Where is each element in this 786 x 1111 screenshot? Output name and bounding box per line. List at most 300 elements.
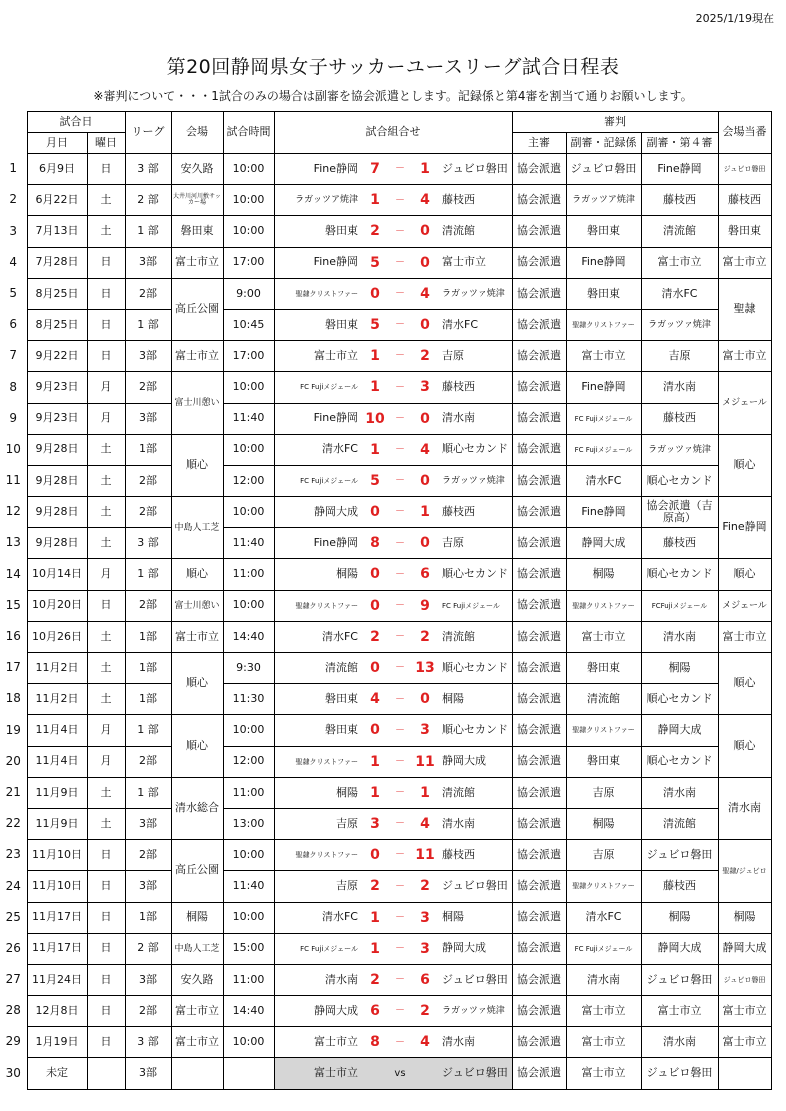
- venue-duty: [718, 1058, 771, 1089]
- match-number: 25: [5, 909, 21, 924]
- league-division: 1 部: [125, 309, 171, 340]
- kickoff-time: 11:00: [223, 559, 274, 590]
- league-division: 2部: [125, 840, 171, 871]
- match-number: 24: [5, 878, 21, 893]
- table-row: [0, 840, 771, 871]
- venue: 富士市立: [171, 247, 223, 278]
- score-dash: －: [390, 247, 410, 278]
- home-score: 6: [360, 996, 390, 1027]
- match-date: 6月9日: [27, 154, 87, 185]
- league-division: 1部: [125, 653, 171, 684]
- away-team: 清流館: [440, 621, 512, 652]
- league-division: 3部: [125, 341, 171, 372]
- header-ar-fourth: 副審・第４審: [641, 133, 718, 154]
- header-ar-record: 副審・記録係: [566, 133, 641, 154]
- schedule-table: [0, 111, 772, 1090]
- league-division: 3部: [125, 1058, 171, 1089]
- home-score: 1: [360, 185, 390, 216]
- match-number: 14: [5, 566, 21, 581]
- away-score: 3: [410, 902, 440, 933]
- home-team: Fine静岡: [274, 154, 360, 185]
- assistant-referee-fourth: 清水南: [641, 1027, 718, 1058]
- match-number: 6: [9, 317, 18, 332]
- table-row: [0, 933, 771, 964]
- score-dash: －: [390, 372, 410, 403]
- league-division: 3 部: [125, 154, 171, 185]
- match-weekday: 日: [87, 590, 125, 621]
- away-team: ジュビロ磐田: [440, 1058, 512, 1089]
- home-score: 0: [360, 715, 390, 746]
- kickoff-time: 10:00: [223, 372, 274, 403]
- kickoff-time: 10:00: [223, 590, 274, 621]
- match-number: 10: [5, 441, 21, 456]
- match-weekday: 日: [87, 341, 125, 372]
- away-score: 4: [410, 808, 440, 839]
- venue: 富士川憩い: [171, 372, 223, 434]
- away-team: 吉原: [440, 528, 512, 559]
- kickoff-time: 10:00: [223, 434, 274, 465]
- away-team: 静岡大成: [440, 746, 512, 777]
- main-referee: 協会派遣: [512, 684, 566, 715]
- table-row: [0, 372, 771, 403]
- assistant-referee-fourth: 富士市立: [641, 996, 718, 1027]
- kickoff-time: 14:40: [223, 621, 274, 652]
- kickoff-time: 10:00: [223, 185, 274, 216]
- assistant-referee-fourth: 清流館: [641, 808, 718, 839]
- home-team: 聖隷クリストファー: [274, 278, 360, 309]
- assistant-referee-fourth: 藤枝西: [641, 403, 718, 434]
- match-number: 3: [9, 223, 18, 238]
- header-number: [0, 112, 27, 154]
- table-row: [0, 746, 771, 777]
- home-team: FC Fujiメジェール: [274, 372, 360, 403]
- home-team: Fine静岡: [274, 247, 360, 278]
- home-score: 2: [360, 216, 390, 247]
- assistant-referee-fourth: 藤枝西: [641, 871, 718, 902]
- away-team: ジュビロ磐田: [440, 154, 512, 185]
- kickoff-time: 11:30: [223, 684, 274, 715]
- match-weekday: 土: [87, 216, 125, 247]
- venue-duty: 富士市立: [718, 621, 771, 652]
- kickoff-time: 11:40: [223, 403, 274, 434]
- away-score: 0: [410, 247, 440, 278]
- kickoff-time: 10:00: [223, 216, 274, 247]
- kickoff-time: 10:00: [223, 902, 274, 933]
- match-number: 11: [5, 473, 21, 488]
- table-row: [0, 216, 771, 247]
- match-number: 15: [5, 597, 21, 612]
- venue-duty: 富士市立: [718, 996, 771, 1027]
- away-score: 13: [410, 653, 440, 684]
- away-team: ラガッツァ焼津: [440, 278, 512, 309]
- main-referee: 協会派遣: [512, 653, 566, 684]
- assistant-referee-record: 聖隷クリストファー: [566, 715, 641, 746]
- match-number: 7: [9, 348, 18, 363]
- match-weekday: 土: [87, 434, 125, 465]
- home-team: 清水FC: [274, 621, 360, 652]
- away-team: 静岡大成: [440, 933, 512, 964]
- venue-duty: 桐陽: [718, 902, 771, 933]
- score-dash: －: [390, 216, 410, 247]
- match-date: 10月20日: [27, 590, 87, 621]
- home-score: 4: [360, 684, 390, 715]
- home-score: 1: [360, 341, 390, 372]
- home-team: 富士市立: [274, 341, 360, 372]
- away-team: 桐陽: [440, 902, 512, 933]
- assistant-referee-fourth: 藤枝西: [641, 528, 718, 559]
- assistant-referee-record: 磐田東: [566, 746, 641, 777]
- venue: 順心: [171, 653, 223, 715]
- score-dash: －: [390, 559, 410, 590]
- assistant-referee-fourth: 清水FC: [641, 278, 718, 309]
- match-weekday: 日: [87, 933, 125, 964]
- away-team: 桐陽: [440, 684, 512, 715]
- table-row: [0, 996, 771, 1027]
- kickoff-time: 11:40: [223, 871, 274, 902]
- home-team: FC Fujiメジェール: [274, 465, 360, 496]
- venue-duty: Fine静岡: [718, 497, 771, 559]
- venue-duty: 清水南: [718, 777, 771, 839]
- away-score: 0: [410, 684, 440, 715]
- away-score: 4: [410, 434, 440, 465]
- assistant-referee-record: ラガッツア焼津: [566, 185, 641, 216]
- venue-duty: 富士市立: [718, 341, 771, 372]
- venue-duty: 順心: [718, 653, 771, 715]
- match-weekday: 土: [87, 528, 125, 559]
- header-match-day: 試合日: [27, 112, 125, 133]
- match-date: 12月8日: [27, 996, 87, 1027]
- home-score: 0: [360, 840, 390, 871]
- table-row: [0, 1058, 771, 1089]
- match-date: 11月17日: [27, 933, 87, 964]
- match-weekday: 土: [87, 808, 125, 839]
- away-team: ジュビロ磐田: [440, 871, 512, 902]
- away-team: 順心セカンド: [440, 434, 512, 465]
- main-referee: 協会派遣: [512, 216, 566, 247]
- league-division: 1部: [125, 434, 171, 465]
- home-score: 8: [360, 1027, 390, 1058]
- match-date: 9月23日: [27, 403, 87, 434]
- home-score: 8: [360, 528, 390, 559]
- match-weekday: 月: [87, 746, 125, 777]
- away-score: 0: [410, 465, 440, 496]
- league-division: 3部: [125, 403, 171, 434]
- score-dash: －: [390, 964, 410, 995]
- away-score: 3: [410, 372, 440, 403]
- away-score: 0: [410, 216, 440, 247]
- match-date: 11月2日: [27, 653, 87, 684]
- match-weekday: 土: [87, 777, 125, 808]
- home-team: FC Fujiメジェール: [274, 933, 360, 964]
- table-row: [0, 528, 771, 559]
- league-division: 3部: [125, 247, 171, 278]
- main-referee: 協会派遣: [512, 434, 566, 465]
- assistant-referee-fourth: ジュビロ磐田: [641, 964, 718, 995]
- kickoff-time: 17:00: [223, 247, 274, 278]
- venue-duty: ジュビロ磐田: [718, 154, 771, 185]
- assistant-referee-record: 吉原: [566, 840, 641, 871]
- main-referee: 協会派遣: [512, 871, 566, 902]
- kickoff-time: 9:00: [223, 278, 274, 309]
- home-score: 0: [360, 559, 390, 590]
- venue: 順心: [171, 559, 223, 590]
- assistant-referee-fourth: Fine静岡: [641, 154, 718, 185]
- venue: 中島人工芝: [171, 933, 223, 964]
- match-number: 22: [5, 816, 21, 831]
- match-number: 2: [9, 192, 18, 207]
- away-score: 3: [410, 715, 440, 746]
- home-team: 清水南: [274, 964, 360, 995]
- table-row: [0, 559, 771, 590]
- assistant-referee-record: 清流館: [566, 684, 641, 715]
- main-referee: 協会派遣: [512, 559, 566, 590]
- main-referee: 協会派遣: [512, 465, 566, 496]
- main-referee: 協会派遣: [512, 247, 566, 278]
- home-score: 0: [360, 278, 390, 309]
- away-score: 1: [410, 154, 440, 185]
- score-dash: －: [390, 746, 410, 777]
- venue-duty: 順心: [718, 434, 771, 496]
- match-date: 11月10日: [27, 871, 87, 902]
- venue: 順心: [171, 434, 223, 496]
- score-dash: －: [390, 684, 410, 715]
- away-score: 4: [410, 278, 440, 309]
- home-team: 桐陽: [274, 559, 360, 590]
- score-dash: －: [390, 653, 410, 684]
- header-main-referee: 主審: [512, 133, 566, 154]
- league-division: 2部: [125, 497, 171, 528]
- header-month-day: 月日: [27, 133, 87, 154]
- venue: 富士市立: [171, 996, 223, 1027]
- venue: 富士市立: [171, 1027, 223, 1058]
- score-dash: －: [390, 808, 410, 839]
- assistant-referee-record: 富士市立: [566, 996, 641, 1027]
- match-weekday: 日: [87, 309, 125, 340]
- venue: 富士市立: [171, 621, 223, 652]
- away-team: 吉原: [440, 341, 512, 372]
- match-weekday: 土: [87, 621, 125, 652]
- kickoff-time: 10:45: [223, 309, 274, 340]
- assistant-referee-record: 聖隷クリストファー: [566, 590, 641, 621]
- league-division: 2 部: [125, 185, 171, 216]
- home-score: 5: [360, 247, 390, 278]
- venue-duty: 静岡大成: [718, 933, 771, 964]
- venue: 富士市立: [171, 341, 223, 372]
- kickoff-time: 10:00: [223, 840, 274, 871]
- match-date: 9月28日: [27, 497, 87, 528]
- home-team: 静岡大成: [274, 497, 360, 528]
- league-division: 3部: [125, 808, 171, 839]
- main-referee: 協会派遣: [512, 403, 566, 434]
- venue-duty: 藤枝西: [718, 185, 771, 216]
- main-referee: 協会派遣: [512, 1058, 566, 1089]
- away-team: 富士市立: [440, 247, 512, 278]
- match-date: 8月25日: [27, 309, 87, 340]
- assistant-referee-record: 磐田東: [566, 216, 641, 247]
- venue-duty: 磐田東: [718, 216, 771, 247]
- home-team: 磐田東: [274, 216, 360, 247]
- table-row: [0, 684, 771, 715]
- assistant-referee-fourth: 桐陽: [641, 653, 718, 684]
- assistant-referee-fourth: 静岡大成: [641, 933, 718, 964]
- away-score: 9: [410, 590, 440, 621]
- main-referee: 協会派遣: [512, 964, 566, 995]
- away-team: 清水南: [440, 1027, 512, 1058]
- match-date: 11月9日: [27, 777, 87, 808]
- match-number: 4: [9, 254, 18, 269]
- away-team: FC Fujiメジェール: [440, 590, 512, 621]
- main-referee: 協会派遣: [512, 996, 566, 1027]
- main-referee: 協会派遣: [512, 341, 566, 372]
- assistant-referee-fourth: 清水南: [641, 621, 718, 652]
- main-referee: 協会派遣: [512, 372, 566, 403]
- score-dash: －: [390, 278, 410, 309]
- assistant-referee-fourth: FCFujiメジェール: [641, 590, 718, 621]
- kickoff-time: [223, 1058, 274, 1089]
- page-title: 第20回静岡県女子サッカーユースリーグ試合日程表: [166, 56, 620, 78]
- match-date: 10月14日: [27, 559, 87, 590]
- table-row: [0, 808, 771, 839]
- score-dash: －: [390, 185, 410, 216]
- kickoff-time: 11:00: [223, 964, 274, 995]
- kickoff-time: 10:00: [223, 715, 274, 746]
- away-score: 11: [410, 746, 440, 777]
- assistant-referee-record: Fine静岡: [566, 372, 641, 403]
- away-score: 4: [410, 185, 440, 216]
- assistant-referee-record: FC Fujiメジェール: [566, 434, 641, 465]
- kickoff-time: 15:00: [223, 933, 274, 964]
- header-weekday: 曜日: [87, 133, 125, 154]
- away-team: ジュビロ磐田: [440, 964, 512, 995]
- assistant-referee-fourth: ラガッツァ焼津: [641, 309, 718, 340]
- main-referee: 協会派遣: [512, 278, 566, 309]
- venue-duty: 聖隷: [718, 278, 771, 340]
- league-division: 1 部: [125, 777, 171, 808]
- table-row: [0, 871, 771, 902]
- match-date: 8月25日: [27, 278, 87, 309]
- score-dash: －: [390, 621, 410, 652]
- score-dash: －: [390, 309, 410, 340]
- venue: 安久路: [171, 964, 223, 995]
- home-team: 清水FC: [274, 902, 360, 933]
- home-score: 5: [360, 309, 390, 340]
- match-date: 7月13日: [27, 216, 87, 247]
- match-number: 8: [9, 379, 18, 394]
- league-division: 2部: [125, 372, 171, 403]
- match-number: 9: [9, 410, 18, 425]
- venue: 清水総合: [171, 777, 223, 839]
- league-division: 1 部: [125, 559, 171, 590]
- home-score: 1: [360, 372, 390, 403]
- away-score: 11: [410, 840, 440, 871]
- kickoff-time: 10:00: [223, 1027, 274, 1058]
- table-row: [0, 185, 771, 216]
- home-team: 清流館: [274, 653, 360, 684]
- assistant-referee-fourth: 清水南: [641, 777, 718, 808]
- match-weekday: 日: [87, 1027, 125, 1058]
- match-weekday: 土: [87, 465, 125, 496]
- venue: 磐田東: [171, 216, 223, 247]
- league-division: 3部: [125, 871, 171, 902]
- home-team: 静岡大成: [274, 996, 360, 1027]
- versus-label: vs: [360, 1058, 440, 1089]
- match-weekday: 土: [87, 185, 125, 216]
- venue: 高丘公園: [171, 840, 223, 902]
- home-team: 聖隷クリストファー: [274, 590, 360, 621]
- venue: 大井川河川敷サッカー場: [171, 185, 223, 216]
- main-referee: 協会派遣: [512, 777, 566, 808]
- league-division: 2部: [125, 465, 171, 496]
- score-dash: －: [390, 777, 410, 808]
- table-row: [0, 497, 771, 528]
- venue: [171, 1058, 223, 1089]
- table-row: [0, 465, 771, 496]
- venue-duty: メジェール: [718, 372, 771, 434]
- away-team: 順心セカンド: [440, 559, 512, 590]
- match-date: 9月28日: [27, 434, 87, 465]
- assistant-referee-fourth: 静岡大成: [641, 715, 718, 746]
- away-score: 1: [410, 497, 440, 528]
- home-team: 聖隷クリストファー: [274, 840, 360, 871]
- main-referee: 協会派遣: [512, 528, 566, 559]
- match-weekday: 月: [87, 372, 125, 403]
- match-date: 11月4日: [27, 715, 87, 746]
- venue-duty: 順心: [718, 715, 771, 777]
- away-score: 2: [410, 871, 440, 902]
- assistant-referee-record: 磐田東: [566, 653, 641, 684]
- assistant-referee-fourth: 順心セカンド: [641, 465, 718, 496]
- main-referee: 協会派遣: [512, 185, 566, 216]
- away-score: 0: [410, 309, 440, 340]
- away-team: ラガッツァ焼津: [440, 996, 512, 1027]
- match-number: 23: [5, 847, 21, 862]
- home-score: 2: [360, 871, 390, 902]
- match-date: 9月23日: [27, 372, 87, 403]
- home-team: Fine静岡: [274, 403, 360, 434]
- away-score: 0: [410, 528, 440, 559]
- assistant-referee-record: 聖隷クリストファー: [566, 871, 641, 902]
- match-number: 17: [5, 660, 21, 675]
- score-dash: －: [390, 871, 410, 902]
- assistant-referee-record: 桐陽: [566, 808, 641, 839]
- header-referee: 審判: [512, 112, 718, 133]
- table-row: [0, 154, 771, 185]
- match-weekday: 月: [87, 715, 125, 746]
- home-team: 磐田東: [274, 309, 360, 340]
- assistant-referee-record: 富士市立: [566, 1027, 641, 1058]
- assistant-referee-record: FC Fujiメジェール: [566, 403, 641, 434]
- main-referee: 協会派遣: [512, 590, 566, 621]
- table-row: [0, 434, 771, 465]
- match-number: 29: [5, 1034, 21, 1049]
- home-team: 富士市立: [274, 1058, 360, 1089]
- away-score: 6: [410, 559, 440, 590]
- away-score: 6: [410, 964, 440, 995]
- main-referee: 協会派遣: [512, 1027, 566, 1058]
- league-division: 2部: [125, 590, 171, 621]
- table-row: [0, 1027, 771, 1058]
- main-referee: 協会派遣: [512, 902, 566, 933]
- home-score: 1: [360, 746, 390, 777]
- header-venue-duty: 会場当番: [718, 112, 771, 154]
- main-referee: 協会派遣: [512, 808, 566, 839]
- kickoff-time: 14:40: [223, 996, 274, 1027]
- venue: 富士川憩い: [171, 590, 223, 621]
- assistant-referee-record: FC Fujiメジェール: [566, 933, 641, 964]
- kickoff-time: 11:00: [223, 777, 274, 808]
- match-weekday: 日: [87, 996, 125, 1027]
- league-division: 3部: [125, 964, 171, 995]
